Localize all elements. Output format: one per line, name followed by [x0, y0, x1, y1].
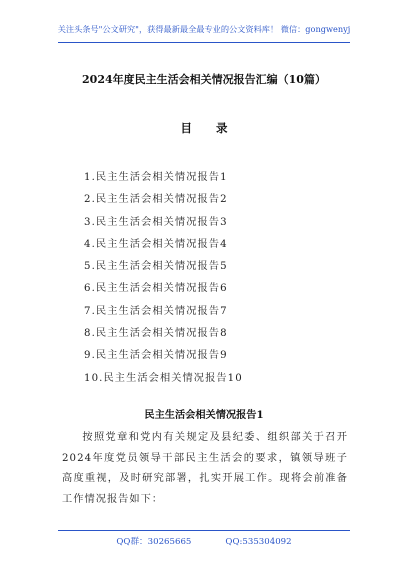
toc-item-4[interactable]: 4.民主生活会相关情况报告4: [84, 238, 228, 250]
toc-item-10[interactable]: 10.民主生活会相关情况报告10: [84, 372, 243, 384]
toc-item-1[interactable]: 1.民主生活会相关情况报告1: [84, 172, 228, 183]
toc-item-8[interactable]: 8.民主生活会相关情况报告8: [84, 328, 228, 340]
toc-item-9[interactable]: 9.民主生活会相关情况报告9: [84, 350, 228, 362]
toc-item-7[interactable]: 7.民主生活会相关情况报告7: [84, 305, 228, 317]
footer-divider: [58, 530, 350, 531]
table-of-contents: [84, 171, 243, 394]
header-notice: 关注头条号"公文研究"，获得最新最全最专业的公文资料库！ 微信：gongwenyj: [57, 24, 351, 34]
document-title: 2024年度民主生活会相关情况报告汇编（10篇）: [82, 73, 326, 86]
footer-qq-group: QQ群：30265665: [116, 537, 192, 547]
footer-contact: [0, 535, 408, 547]
body-paragraph: 按照党章和党内有关规定及县纪委、组织部关于召开2024年度党员领导干部民主生活会的要求，镇领导班子高度重视，及时研究部署，扎实开展工作。现将会前准备工作情况报告如下：: [62, 432, 348, 505]
header-divider: [58, 42, 350, 43]
toc-item-6[interactable]: 6.民主生活会相关情况报告6: [84, 283, 228, 295]
section-title: 民主生活会相关情况报告1: [144, 409, 264, 421]
footer-qq-number: QQ:535304092: [225, 537, 292, 547]
toc-heading: 目 录: [180, 121, 238, 135]
toc-item-5[interactable]: 5.民主生活会相关情况报告5: [84, 261, 228, 273]
toc-item-2[interactable]: 2.民主生活会相关情况报告2: [84, 194, 228, 206]
toc-item-3[interactable]: 3.民主生活会相关情况报告3: [84, 216, 228, 228]
